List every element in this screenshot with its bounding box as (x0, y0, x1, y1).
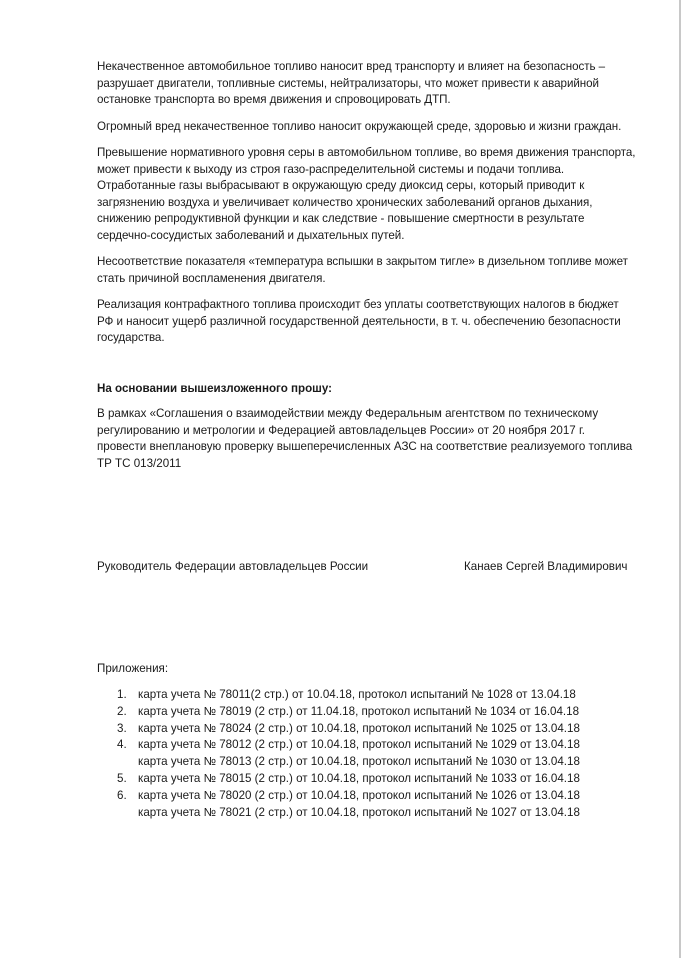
list-number: 6. (117, 788, 127, 802)
paragraph-counterfeit: Реализация контрафактного топлива происходит без уплаты соответствующих налогов в бюджет РФ и наносит ущерб различной государственной деятельности, в т. ч. обеспечению безопасности государства. (97, 298, 621, 344)
list-text: карта учета № 78019 (2 стр.) от 11.04.18, протокол испытаний № 1034 от 16.04.18 (138, 704, 580, 718)
list-text: карта учета № 78024 (2 стр.) от 10.04.18, протокол испытаний № 1025 от 13.04.18 (138, 721, 580, 735)
signature-name: Канаев Сергей Владимирович (464, 560, 628, 573)
list-text: карта учета № 78020 (2 стр.) от 10.04.18, протокол испытаний № 1026 от 13.04.18 (138, 788, 580, 802)
list-number: 3. (117, 721, 127, 735)
attachments-title: Приложения: (97, 662, 169, 675)
paragraph-environment: Огромный вред некачественное топливо наносит окружающей среде, здоровью и жизни граждан. (97, 119, 622, 133)
list-number: 1. (117, 688, 127, 701)
body-text (97, 59, 637, 357)
list-text: карта учета № 78015 (2 стр.) от 10.04.18, протокол испытаний № 1033 от 16.04.18 (138, 771, 580, 785)
signature-role: Руководитель Федерации автовладельцев России (97, 560, 369, 573)
list-text: карта учета № 78021 (2 стр.) от 10.04.18, протокол испытаний № 1027 от 13.04.18 (138, 805, 580, 819)
list-text: карта учета № 78011(2 стр.) от 10.04.18, протокол испытаний № 1028 от 13.04.18 (138, 688, 576, 701)
paragraph-fuel-damage: Некачественное автомобильное топливо наносит вред транспорту и влияет на безопасность – разрушает двигатели, топливные системы, нейтрализаторы, что может привести к аварийной остановке транспорта во время движения и спровоцировать ДТП. (97, 60, 606, 106)
list-number: 2. (117, 704, 127, 718)
list-text: карта учета № 78013 (2 стр.) от 10.04.18, протокол испытаний № 1030 от 13.04.18 (138, 755, 580, 769)
list-number: 5. (117, 771, 127, 785)
list-text: карта учета № 78012 (2 стр.) от 10.04.18, протокол испытаний № 1029 от 13.04.18 (138, 738, 580, 752)
request-text: В рамках «Соглашения о взаимодействии между Федеральным агентством по техническому регулированию и метрологии и Федерацией автовладельцев России» от 20 ноября 2017 г. провести внеплановую проверку вышеперечисленных АЗС на соответствие реализуемого топлива ТР ТС 013/2011 (97, 407, 633, 470)
paragraph-sulfur: Превышение нормативного уровня серы в автомобильном топливе, во время движения транспорта, может привести к выходу из строя газо-распределительной системы и подачи топлива. Отработанные газы выбрасывают в окружающую среду диоксид серы, который приводит к загрязнению воздуха и увеличивает количество хронических заболеваний органов дыхания, снижению репродуктивной функции и как следствие - повышение смертности в результате сердечно-сосудистых заболеваний и дыхательных путей. (97, 146, 636, 242)
request-heading: На основании вышеизложенного прошу: (97, 382, 332, 395)
list-number: 4. (117, 738, 127, 752)
paragraph-flash-point: Несоответствие показателя «температура вспышки в закрытом тигле» в дизельном топливе может стать причиной воспламенения двигателя. (97, 255, 628, 285)
